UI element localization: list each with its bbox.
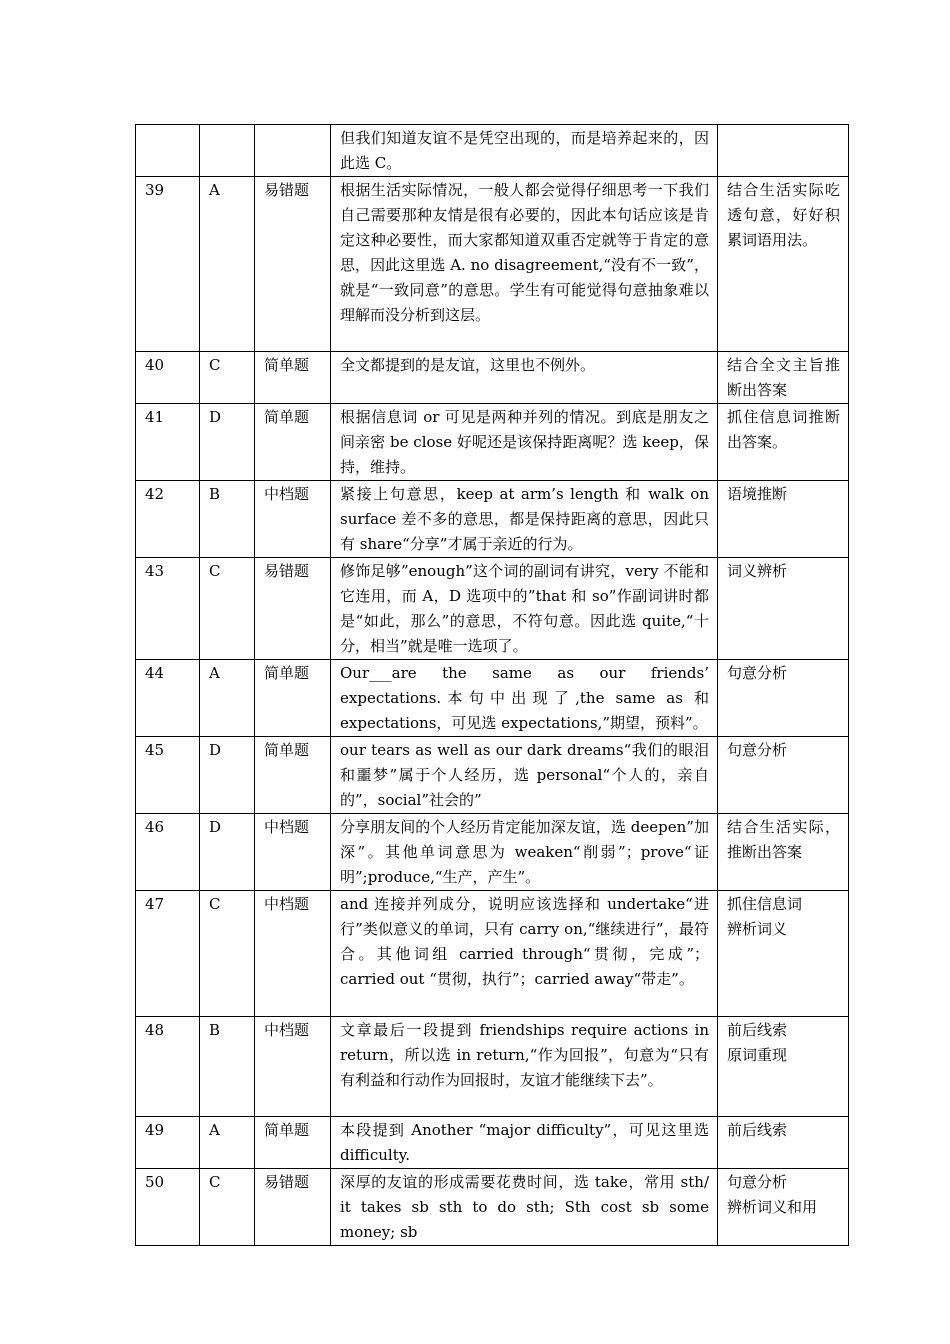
table-row	[136, 1017, 849, 1117]
question-number: 41	[136, 404, 200, 481]
difficulty-level: 简单题	[255, 352, 331, 404]
answer-letter: B	[200, 1017, 255, 1117]
explanation-text: 文章最后一段提到 friendships require actions in return，所以选 in return,“作为回报”，句意为“只有有利益和行动作为回报时，友谊才能继续下去”。	[331, 1017, 718, 1117]
table-row	[136, 177, 849, 352]
table-row	[136, 1169, 849, 1246]
difficulty-level: 易错题	[255, 558, 331, 660]
answer-letter: B	[200, 481, 255, 558]
answer-letter: D	[200, 404, 255, 481]
method-tip: 结合生活实际吃透句意，好好积累词语用法。	[718, 177, 849, 352]
answer-letter: C	[200, 558, 255, 660]
explanation-text: 全文都提到的是友谊，这里也不例外。	[331, 352, 718, 404]
question-number: 50	[136, 1169, 200, 1246]
table-row	[136, 660, 849, 737]
answer-letter: C	[200, 352, 255, 404]
method-tip: 结合生活实际，推断出答案	[718, 814, 849, 891]
explanation-text: Our___are the same as our friends’ expectations.本句中出现了,the same as 和 expectations，可见选 expectations,”期望，预料”。	[331, 660, 718, 737]
answer-letter	[200, 125, 255, 177]
method-tip: 句意分析	[718, 737, 849, 814]
question-number: 48	[136, 1017, 200, 1117]
table-row	[136, 481, 849, 558]
question-number: 46	[136, 814, 200, 891]
question-number: 39	[136, 177, 200, 352]
table-row	[136, 814, 849, 891]
explanation-text: 但我们知道友谊不是凭空出现的，而是培养起来的，因此选 C。	[331, 125, 718, 177]
table-row	[136, 125, 849, 177]
answer-letter: C	[200, 891, 255, 1017]
difficulty-level: 中档题	[255, 891, 331, 1017]
table-row	[136, 1117, 849, 1169]
question-number: 49	[136, 1117, 200, 1169]
difficulty-level: 易错题	[255, 1169, 331, 1246]
question-number: 47	[136, 891, 200, 1017]
method-tip: 句意分析	[718, 660, 849, 737]
table-row	[136, 352, 849, 404]
table-row	[136, 404, 849, 481]
difficulty-level: 简单题	[255, 660, 331, 737]
question-number: 45	[136, 737, 200, 814]
answer-letter: C	[200, 1169, 255, 1246]
method-tip	[718, 125, 849, 177]
explanation-text: 分享朋友间的个人经历肯定能加深友谊，选 deepen”加深”。其他单词意思为 weaken“削弱”；prove“证明”;produce,“生产，产生”。	[331, 814, 718, 891]
difficulty-level: 易错题	[255, 177, 331, 352]
difficulty-level: 中档题	[255, 1017, 331, 1117]
question-number: 44	[136, 660, 200, 737]
answer-letter: D	[200, 814, 255, 891]
method-tip: 词义辨析	[718, 558, 849, 660]
answer-letter: D	[200, 737, 255, 814]
question-number: 43	[136, 558, 200, 660]
difficulty-level: 中档题	[255, 481, 331, 558]
answer-table-body	[136, 125, 849, 1246]
explanation-text: 本段提到 Another “major difficulty”，可见这里选 difficulty.	[331, 1117, 718, 1169]
table-row	[136, 558, 849, 660]
table-row	[136, 891, 849, 1017]
method-tip: 前后线索 原词重现	[718, 1017, 849, 1117]
method-tip: 语境推断	[718, 481, 849, 558]
method-tip: 抓住信息词 辨析词义	[718, 891, 849, 1017]
difficulty-level	[255, 125, 331, 177]
method-tip: 结合全文主旨推断出答案	[718, 352, 849, 404]
explanation-text: 根据信息词 or 可见是两种并列的情况。到底是朋友之间亲密 be close 好呢还是该保持距离呢？选 keep，保持，维持。	[331, 404, 718, 481]
table-row	[136, 737, 849, 814]
explanation-text: 修饰足够”enough”这个词的副词有讲究，very 不能和它连用，而 A，D 选项中的”that 和 so”作副词讲时都是“如此，那么”的意思，不符句意。因此选 quite,“十分，相当”就是唯一选项了。	[331, 558, 718, 660]
explanation-text: 深厚的友谊的形成需要花费时间，选 take，常用 sth/ it takes sb sth to do sth; Sth cost sb some money; sb	[331, 1169, 718, 1246]
difficulty-level: 简单题	[255, 737, 331, 814]
answer-letter: A	[200, 660, 255, 737]
question-number: 42	[136, 481, 200, 558]
answer-analysis-table	[135, 124, 849, 1246]
explanation-text: and 连接并列成分，说明应该选择和 undertake“进行”类似意义的单词，只有 carry on,“继续进行”，最符合。其他词组 carried through“贯彻，完成”；carried out “贯彻，执行”；carried away“带走”。	[331, 891, 718, 1017]
difficulty-level: 简单题	[255, 1117, 331, 1169]
explanation-text: 根据生活实际情况，一般人都会觉得仔细思考一下我们自己需要那种友情是很有必要的，因此本句话应该是肯定这种必要性，而大家都知道双重否定就等于肯定的意思，因此这里选 A. no disagreement,“没有不一致”，就是“一致同意”的意思。学生有可能觉得句意抽象难以理解而没分析到这层。	[331, 177, 718, 352]
question-number: 40	[136, 352, 200, 404]
difficulty-level: 简单题	[255, 404, 331, 481]
difficulty-level: 中档题	[255, 814, 331, 891]
method-tip: 句意分析 辨析词义和用	[718, 1169, 849, 1246]
question-number	[136, 125, 200, 177]
explanation-text: 紧接上句意思，keep at arm’s length 和 walk on surface 差不多的意思，都是保持距离的意思，因此只有 share“分享”才属于亲近的行为。	[331, 481, 718, 558]
method-tip: 抓住信息词推断出答案。	[718, 404, 849, 481]
answer-letter: A	[200, 1117, 255, 1169]
method-tip: 前后线索	[718, 1117, 849, 1169]
explanation-text: our tears as well as our dark dreams“我们的眼泪和噩梦”属于个人经历，选 personal“个人的，亲自的”，social”社会的”	[331, 737, 718, 814]
answer-letter: A	[200, 177, 255, 352]
